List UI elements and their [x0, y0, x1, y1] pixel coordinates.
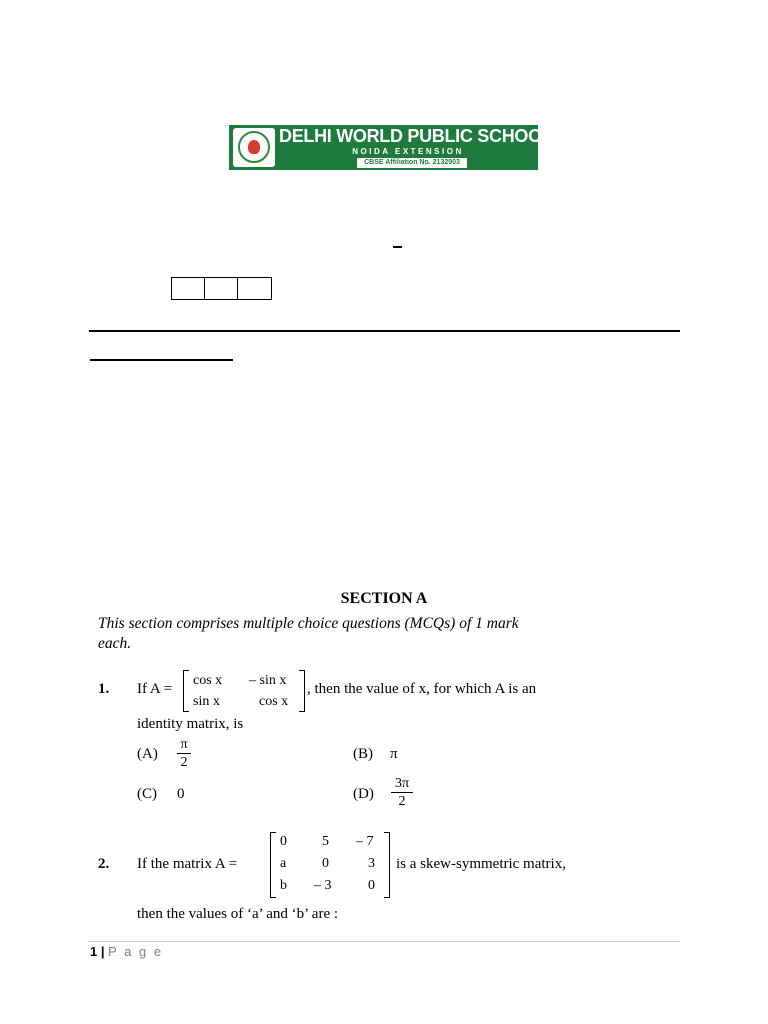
school-name: DELHI WORLD PUBLIC SCHOOL	[279, 126, 553, 146]
question-number: 1.	[98, 681, 110, 697]
question-1-prefix: If A =	[137, 681, 173, 697]
matrix-cell: cos x	[259, 694, 289, 709]
matrix-cell: b	[280, 878, 287, 893]
header-dash	[393, 246, 402, 248]
underline-rule	[90, 359, 233, 361]
school-emblem-icon	[233, 128, 275, 167]
option-b-value: π	[390, 746, 398, 762]
matrix-cell: 0	[322, 856, 329, 871]
school-location: NOIDA EXTENSION	[352, 147, 464, 156]
section-description: This section comprises multiple choice questions (MCQs) of 1 mark each.	[98, 615, 519, 652]
roll-box	[172, 278, 205, 299]
school-logo	[229, 125, 553, 170]
question-2-suffix: is a skew-symmetric matrix,	[396, 856, 566, 872]
matrix-cell: – 3	[314, 878, 332, 893]
matrix-cell: 3	[368, 856, 375, 871]
matrix-a-3x3	[270, 832, 390, 898]
option-c-value: 0	[177, 786, 185, 802]
question-2-prefix: If the matrix A =	[137, 856, 238, 872]
question-number: 2.	[98, 856, 110, 872]
option-a-fraction: π 2	[177, 737, 191, 770]
page-word: P a g e	[108, 944, 164, 959]
page-number: 1	[90, 944, 98, 959]
matrix-cell: 5	[322, 834, 329, 849]
option-d-fraction: 3π 2	[391, 776, 413, 809]
roll-box	[205, 278, 238, 299]
matrix-cell: – 7	[356, 834, 374, 849]
footer-separator: |	[100, 944, 105, 959]
section-title: SECTION A	[340, 590, 428, 607]
option-label: (D)	[353, 786, 374, 802]
question-2-line2: then the values of ‘a’ and ‘b’ are :	[137, 906, 339, 922]
footer-divider	[88, 941, 680, 942]
divider-line	[89, 330, 680, 332]
question-1-line2: identity matrix, is	[137, 716, 244, 732]
page-footer	[90, 944, 163, 959]
matrix-a-2x2	[183, 670, 305, 712]
matrix-cell: a	[280, 856, 287, 871]
roll-number-boxes	[171, 277, 272, 300]
matrix-cell: sin x	[193, 694, 220, 709]
roll-box	[238, 278, 271, 299]
matrix-cell: cos x	[193, 673, 223, 688]
matrix-cell: 0	[280, 834, 287, 849]
option-label: (C)	[137, 786, 157, 802]
affiliation-number: CBSE Affiliation No. 2132903	[357, 158, 467, 168]
option-label: (A)	[137, 746, 158, 762]
matrix-cell: – sin x	[249, 673, 287, 688]
question-1-suffix: , then the value of x, for which A is an	[307, 681, 537, 697]
option-label: (B)	[353, 746, 373, 762]
matrix-cell: 0	[368, 878, 375, 893]
